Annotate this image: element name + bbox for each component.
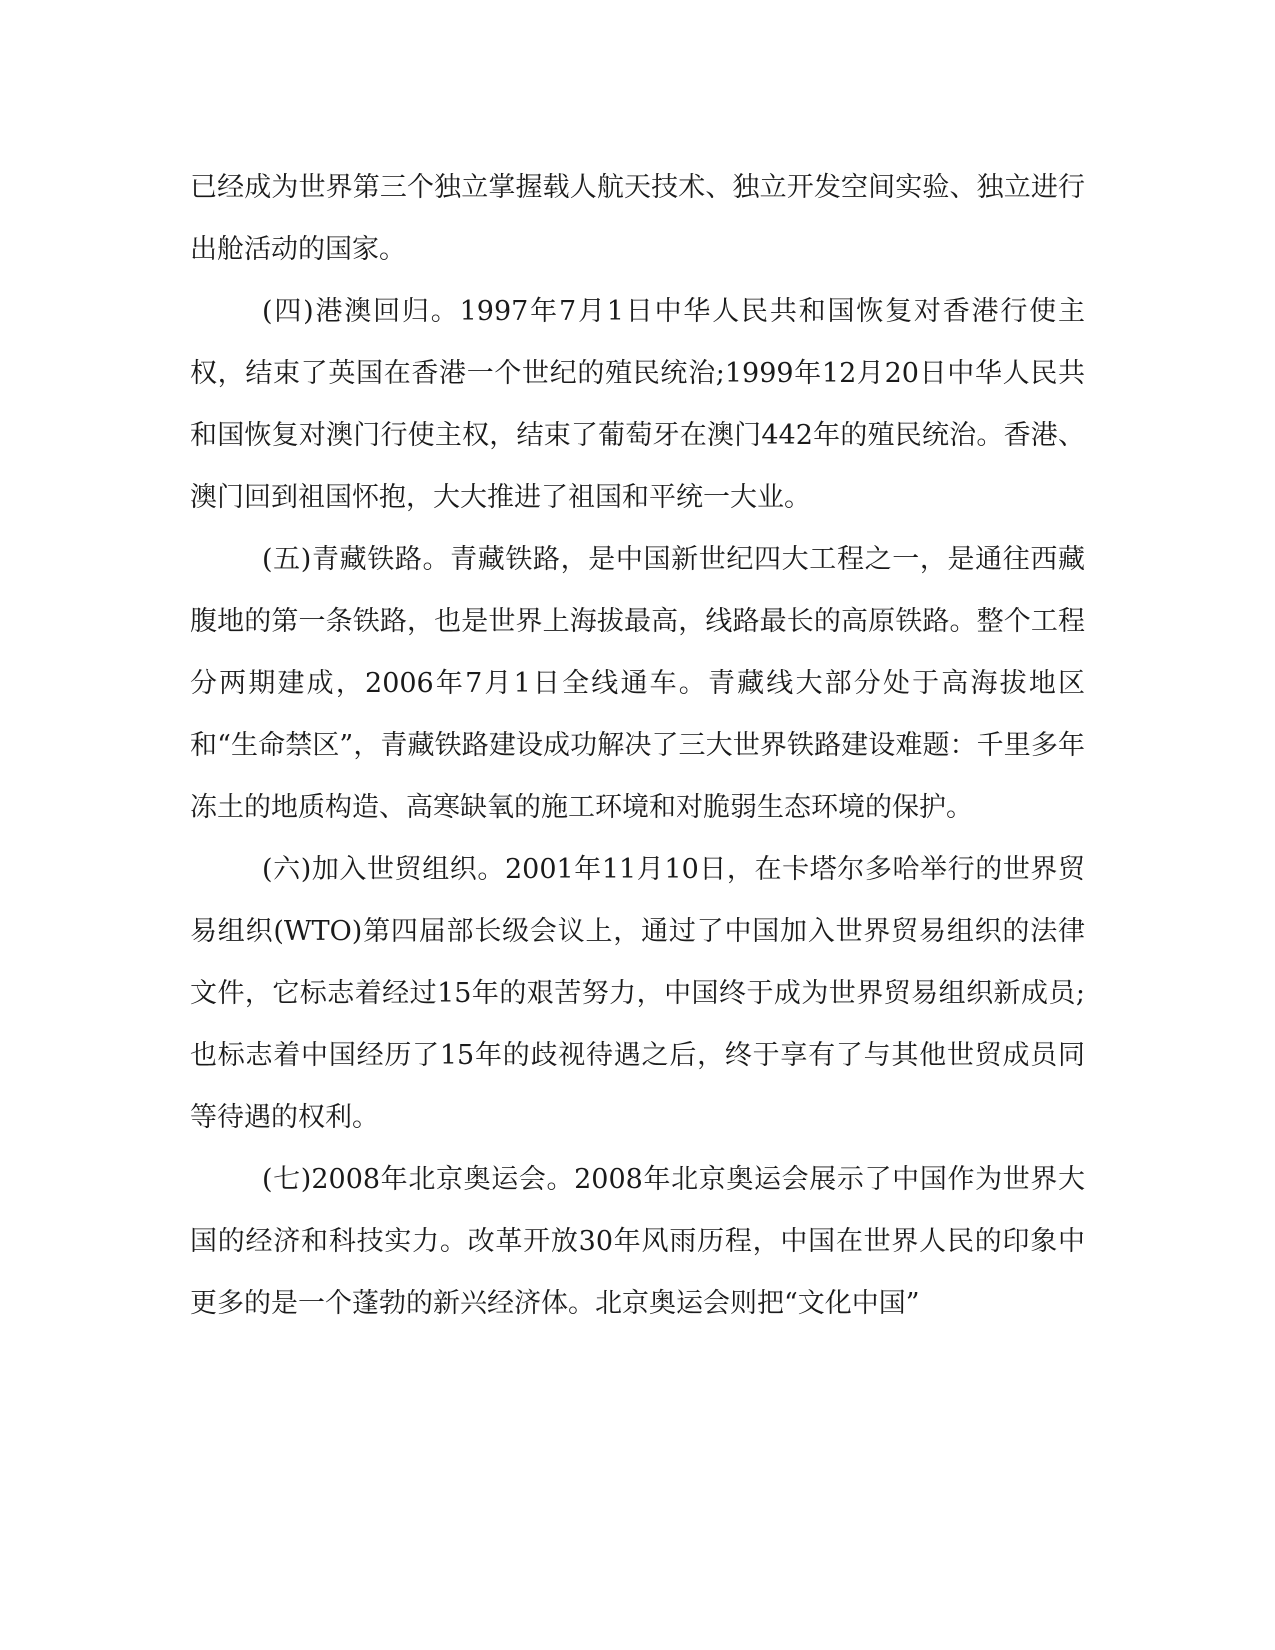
document-body (190, 157, 1085, 1335)
paragraph-hk-macau-return: (四)港澳回归。1997年7月1日中华人民共和国恢复对香港行使主权，结束了英国在香港一个世纪的殖民统治;1999年12月20日中华人民共和国恢复对澳门行使主权，结束了葡萄牙在澳门442年的殖民统治。香港、澳门回到祖国怀抱，大大推进了祖国和平统一大业。 (190, 296, 1085, 513)
paragraph-qinghai-tibet-railway: (五)青藏铁路。青藏铁路，是中国新世纪四大工程之一，是通往西藏腹地的第一条铁路，也是世界上海拔最高，线路最长的高原铁路。整个工程分两期建成，2006年7月1日全线通车。青藏线大部分处于高海拔地区和“生命禁区”，青藏铁路建设成功解决了三大世界铁路建设难题：千里多年冻土的地质构造、高寒缺氧的施工环境和对脆弱生态环境的保护。 (190, 544, 1085, 823)
paragraph-wto-accession: (六)加入世贸组织。2001年11月10日，在卡塔尔多哈举行的世界贸易组织(WTO)第四届部长级会议上，通过了中国加入世界贸易组织的法律文件，它标志着经过15年的艰苦努力，中国终于成为世界贸易组织新成员;也标志着中国经历了15年的歧视待遇之后，终于享有了与其他世贸成员同等待遇的权利。 (190, 854, 1085, 1133)
paragraph-beijing-olympics: (七)2008年北京奥运会。2008年北京奥运会展示了中国作为世界大国的经济和科技实力。改革开放30年风雨历程，中国在世界人民的印象中更多的是一个蓬勃的新兴经济体。北京奥运会则把“文化中国” (190, 1164, 1085, 1319)
paragraph-continuation: 已经成为世界第三个独立掌握载人航天技术、独立开发空间实验、独立进行出舱活动的国家。 (190, 172, 1085, 265)
